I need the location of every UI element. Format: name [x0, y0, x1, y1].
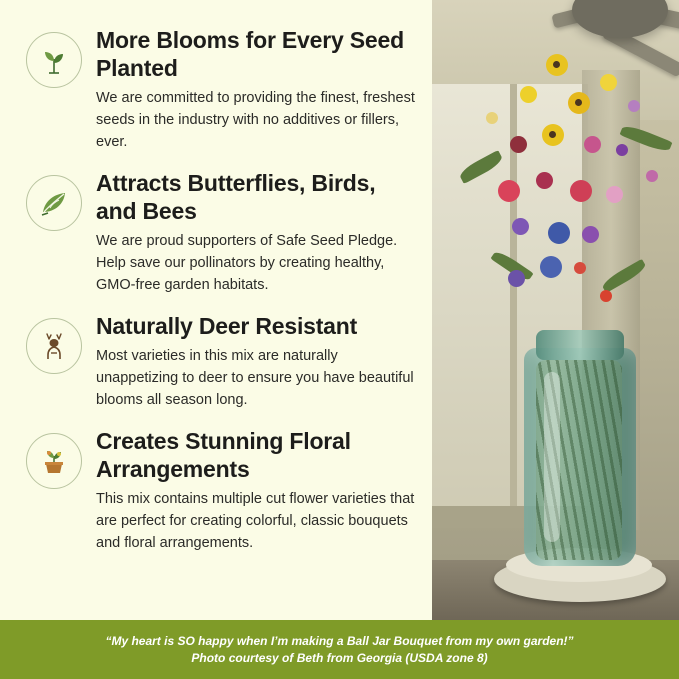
flower-bloom [508, 270, 525, 287]
mason-jar-bouquet-photo [432, 0, 679, 620]
bouquet-leaf [600, 259, 648, 293]
flower-bloom [584, 136, 601, 153]
flower-bloom [600, 74, 617, 91]
caption-quote: “My heart is SO happy when I’m making a Ball Jar Bouquet from my own garden!” [105, 633, 574, 648]
flower-bloom [498, 180, 520, 202]
flower-bloom [582, 226, 599, 243]
flower-bloom [520, 86, 537, 103]
feature-item-deer-resistant [0, 310, 432, 411]
feature-body: This mix contains multiple cut flower varieties that are perfect for creating colorful, classic bouquets and floral arrangements. [96, 491, 415, 551]
feature-item-more-blooms [0, 24, 432, 153]
flower-bloom [616, 144, 628, 156]
seedling-sprout-icon [26, 32, 82, 88]
flower-bloom [606, 186, 623, 203]
feature-item-attracts-pollinators [0, 167, 432, 296]
flower-bloom [548, 222, 570, 244]
flower-center [549, 131, 556, 138]
flower-center [553, 61, 560, 68]
caption-credit: Photo courtesy of Beth from Georgia (USDA zone 8) [191, 650, 488, 665]
feature-title: Naturally Deer Resistant [96, 313, 358, 339]
feature-title: More Blooms for Every Seed Planted [96, 27, 404, 81]
feature-text [96, 425, 416, 554]
flower-bloom [510, 136, 527, 153]
feature-text [96, 310, 416, 411]
feature-item-floral-arrangements [0, 425, 432, 554]
bouquet-leaf [457, 150, 504, 184]
feature-title: Creates Stunning Floral Arrangements [96, 428, 351, 482]
feature-body: We are proud supporters of Safe Seed Pledge. Help save our pollinators by creating healthy, GMO-free garden habitats. [96, 233, 398, 293]
flower-bloom [574, 262, 586, 274]
butterfly-leaf-icon [26, 175, 82, 231]
mason-jar-highlight [544, 372, 560, 542]
flower-bouquet [450, 40, 679, 370]
deer-icon [26, 318, 82, 374]
flower-bloom [512, 218, 529, 235]
potted-plant-icon [26, 433, 82, 489]
feature-body: We are committed to providing the finest, freshest seeds in the industry with no additives or fillers, ever. [96, 90, 415, 150]
flower-bloom [628, 100, 640, 112]
flower-bloom [646, 170, 658, 182]
flower-center [575, 99, 582, 106]
feature-title: Attracts Butterflies, Birds, and Bees [96, 170, 376, 224]
feature-text [96, 167, 416, 296]
feature-body: Most varieties in this mix are naturally unappetizing to deer to ensure you have beautiful blooms all season long. [96, 348, 414, 408]
flower-bloom [540, 256, 562, 278]
feature-text [96, 24, 416, 153]
flower-bloom [570, 180, 592, 202]
flower-bloom [486, 112, 498, 124]
flower-bloom [536, 172, 553, 189]
photo-caption-bar [0, 620, 679, 679]
flower-bloom [600, 290, 612, 302]
